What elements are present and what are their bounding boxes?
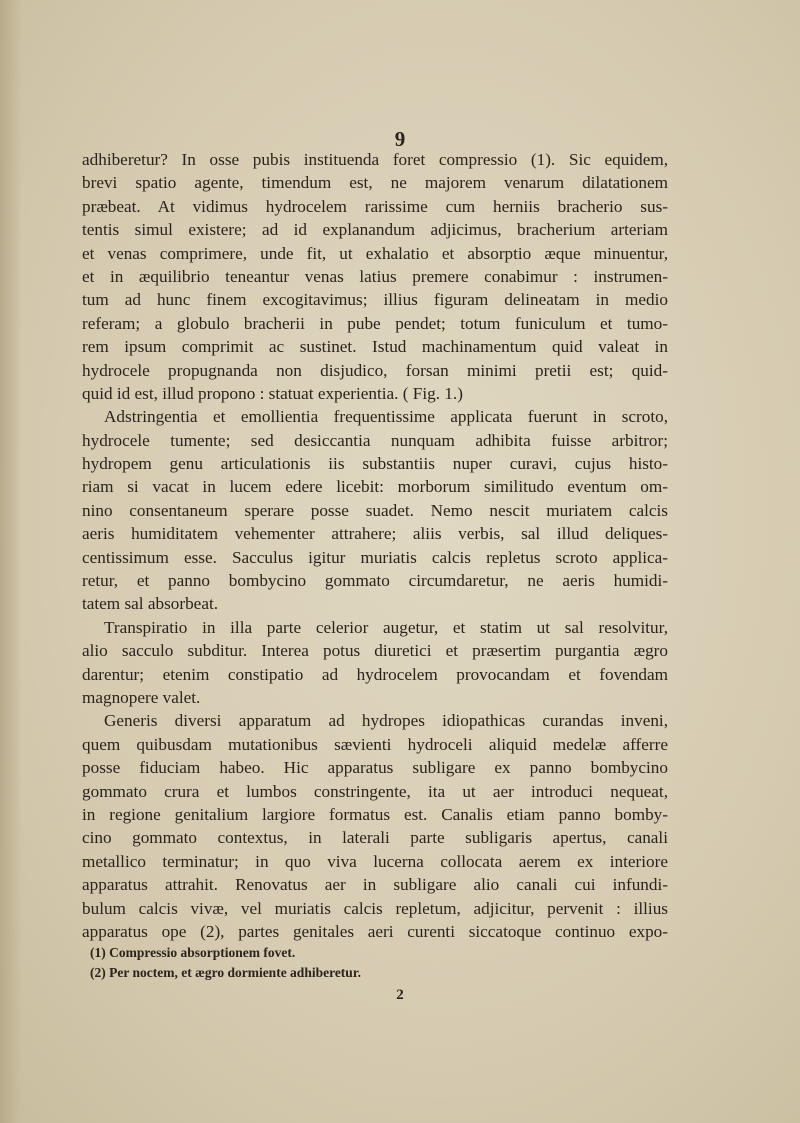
text-line: Transpiratio in illa parte celerior augetur, et statim ut sal resolvitur, (104, 617, 668, 637)
text-line: darentur; etenim constipatio ad hydrocelem provocandam et fovendam (82, 664, 668, 684)
text-line: et in æquilibrio teneantur venas latius premere conabimur : instrumen- (82, 266, 668, 286)
text-line: riam si vacat in lucem edere licebit: morborum similitudo eventum om- (82, 477, 668, 497)
text-line: tentis simul existere; ad id explanandum adjicimus, bracherium arteriam (82, 220, 668, 240)
text-line: Adstringentia et emollientia frequentissime applicata fuerunt in scroto, (104, 407, 668, 427)
text-line: centissimum esse. Sacculus igitur muriatis calcis repletus scroto applica- (82, 547, 668, 567)
text-line: adhiberetur? In osse pubis instituenda foret compressio (1). Sic equidem, (82, 150, 668, 169)
text-line: alio sacculo subditur. Interea potus diuretici et præsertim purgantia ægro (82, 641, 668, 661)
footnotes (90, 943, 650, 983)
text-line: in regione genitalium largiore formatus est. Canalis etiam panno bomby- (82, 804, 668, 824)
text-line: quid id est, illud propono : statuat experientia. ( Fig. 1.) (82, 383, 463, 403)
text-line: hydrocele propugnanda non disjudico, forsan minimi pretii est; quid- (82, 360, 668, 380)
text-line: et venas comprimere, unde fit, ut exhalatio et absorptio æque minuentur, (82, 243, 668, 263)
text-line: apparatus attrahit. Renovatus aer in subligare alio canali cui infundi- (82, 875, 668, 895)
text-line: aeris humiditatem vehementer attrahere; aliis verbis, sal illud deliques- (82, 524, 668, 544)
text-line: Generis diversi apparatum ad hydropes idiopathicas curandas inveni, (104, 711, 668, 731)
text-line: tatem sal absorbeat. (82, 594, 219, 614)
text-line: hydrocele tumente; sed desiccantia nunquam adhibita fuisse arbitror; (82, 430, 668, 450)
text-line: posse fiduciam habeo. Hic apparatus subligare ex panno bombycino (82, 758, 668, 778)
text-line: brevi spatio agente, timendum est, ne majorem venarum dilatationem (82, 173, 668, 193)
page-number: 9 (394, 127, 406, 151)
text-line: retur, et panno bombycino gommato circumdaretur, ne aeris humidi- (82, 571, 668, 591)
text-line: referam; a globulo bracherii in pube pendet; totum funiculum et tumo- (82, 313, 668, 333)
text-line: nino consentaneum sperare posse suadet. Nemo nescit muriatem calcis (82, 500, 668, 520)
text-line: metallico terminatur; in quo viva lucerna collocata aerem ex interiore (82, 851, 668, 871)
page-edge-shadow (0, 0, 22, 1123)
signature-mark: 2 (396, 987, 404, 1003)
text-line: rem ipsum comprimit ac sustinet. Istud machinamentum quid valeat in (82, 337, 668, 357)
text-line: hydropem genu articulationis iis substantiis nuper curavi, cujus histo- (82, 454, 668, 474)
text-line: apparatus ope (2), partes genitales aeri curenti siccatoque continuo expo- (82, 921, 668, 941)
text-line: tum ad hunc finem excogitavimus; illius figuram delineatam in medio (82, 290, 668, 310)
text-line: cino gommato contextus, in laterali parte subligaris apertus, canali (82, 828, 668, 848)
footnote: (1) Compressio absorptionem fovet. (90, 945, 296, 960)
body-text (82, 148, 668, 943)
text-line: gommato crura et lumbos constringente, ita ut aer introduci nequeat, (82, 781, 668, 801)
text-line: magnopere valet. (82, 687, 201, 707)
footnote: (2) Per noctem, et ægro dormiente adhiberetur. (90, 965, 361, 980)
text-line: præbeat. At vidimus hydrocelem rarissime cum herniis bracherio sus- (82, 196, 668, 216)
text-line: bulum calcis vivæ, vel muriatis calcis repletum, adjicitur, pervenit : illius (82, 898, 668, 918)
text-line: quem quibusdam mutationibus sævienti hydroceli aliquid medelæ afferre (82, 734, 668, 754)
